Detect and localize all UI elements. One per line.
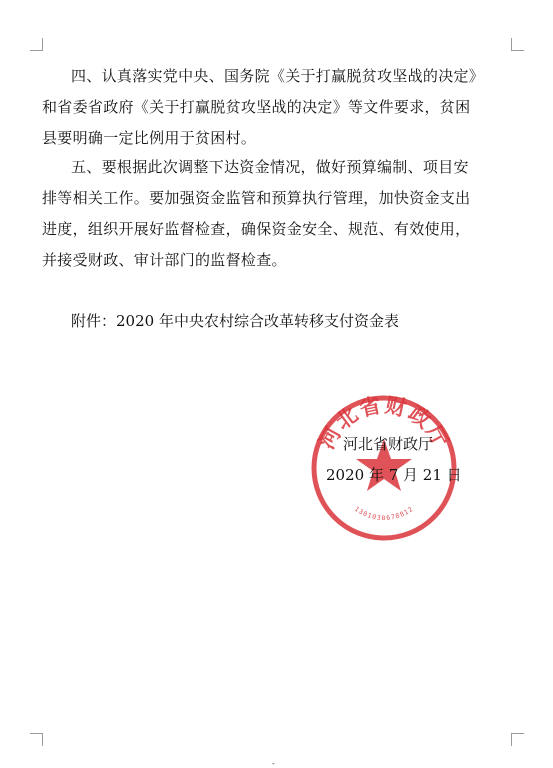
page-footer-mark: - bbox=[272, 759, 275, 768]
paragraph-5-line-4: 并接受财政、审计部门的监督检查。 bbox=[42, 251, 287, 269]
issue-date: 2020 年 7 月 21 日 bbox=[326, 466, 462, 484]
crop-mark-top-right bbox=[511, 38, 524, 51]
paragraph-5-line-2: 排等相关工作。要加强资金监管和预算执行管理，加快资金支出 bbox=[42, 189, 471, 207]
issuing-organization: 河北省财政厅 bbox=[343, 435, 434, 453]
paragraph-4-line-2: 和省委省政府《关于打赢脱贫攻坚战的决定》等文件要求，贫困 bbox=[42, 98, 471, 116]
paragraph-4-line-1: 四、认真落实党中央、国务院《关于打赢脱贫攻坚战的决定》 bbox=[71, 67, 485, 85]
crop-mark-top-left bbox=[30, 38, 43, 51]
paragraph-5-line-1: 五、要根据此次调整下达资金情况，做好预算编制、项目安 bbox=[71, 158, 469, 176]
svg-text:1301038678812: 1301038678812 bbox=[352, 504, 416, 523]
crop-mark-bottom-left bbox=[30, 733, 43, 746]
paragraph-5-line-3: 进度，组织开展好监督检查，确保资金安全、规范、有效使用， bbox=[42, 220, 471, 238]
crop-mark-bottom-right bbox=[511, 733, 524, 746]
paragraph-4-line-3: 县要明确一定比例用于贫困村。 bbox=[42, 129, 257, 147]
attachment-line: 附件：2020 年中央农村综合改革转移支付资金表 bbox=[71, 312, 399, 330]
svg-text:河北省财政厅: 河北省财政厅 bbox=[314, 393, 454, 454]
